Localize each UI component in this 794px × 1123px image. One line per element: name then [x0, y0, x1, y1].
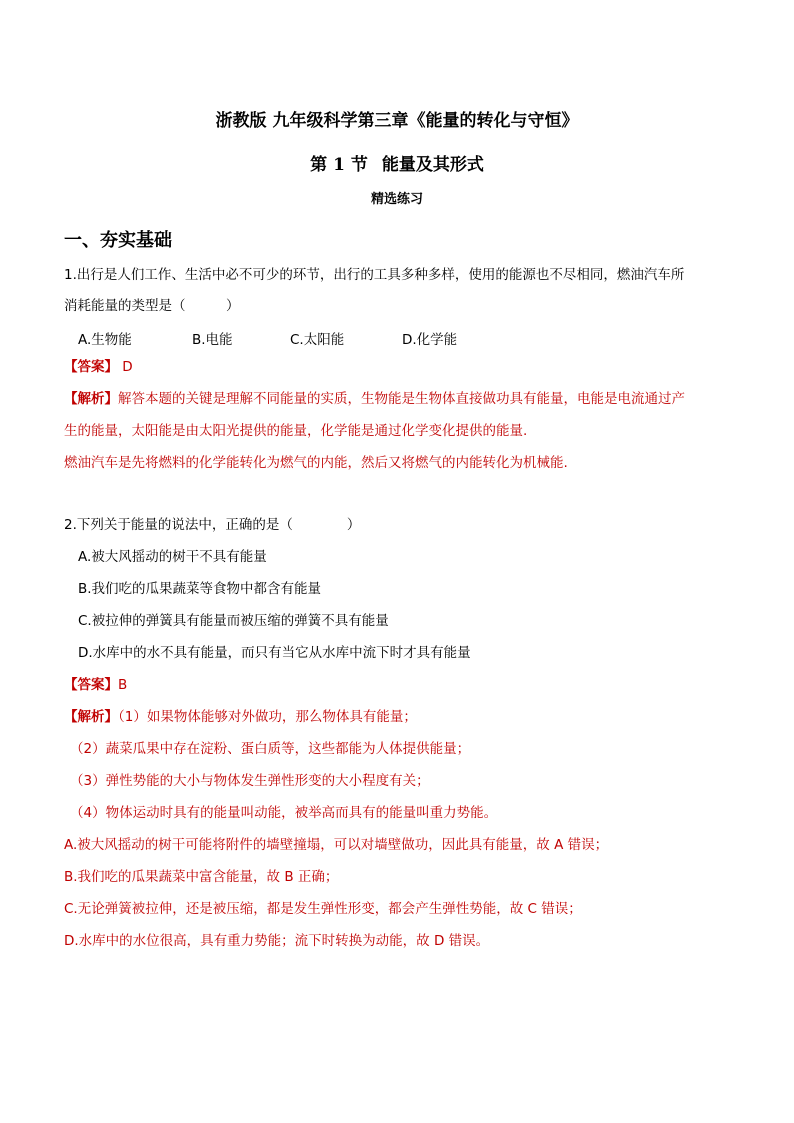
- q1-analysis-line2: 生的能量，太阳能是由太阳光提供的能量，化学能是通过化学变化提供的能量.: [64, 423, 528, 439]
- q1-answer-value: D: [118, 359, 133, 375]
- q1-option-b: B.电能: [192, 332, 233, 348]
- q2-explanation-a: A.被大风摇动的树干可能将附件的墙壁撞塌，可以对墙壁做功，因此具有能量，故 A 错误；: [64, 837, 609, 853]
- q1-analysis-line1: [64, 390, 685, 408]
- q1-option-a: A.生物能: [78, 332, 132, 348]
- q2-option-b: B.我们吃的瓜果蔬菜等食物中都含有能量: [78, 581, 322, 597]
- q2-analysis-label: 【解析】: [64, 709, 118, 725]
- document-title: 浙教版 九年级科学第三章《能量的转化与守恒》: [215, 111, 579, 131]
- q1-analysis-text1: 解答本题的关键是理解不同能量的实质，生物能是生物体直接做功具有能量，电能是电流通过产: [118, 391, 685, 407]
- q1-stem-line2: 消耗能量的类型是（ ）: [64, 298, 240, 314]
- q2-analysis-line2: （2）蔬菜瓜果中存在淀粉、蛋白质等，这些都能为人体提供能量；: [70, 741, 471, 757]
- section-name: 能量及其形式: [381, 155, 484, 175]
- q1-option-d: D.化学能: [402, 332, 458, 348]
- section-number: 第 1 节: [310, 155, 368, 175]
- q2-analysis-line4: （4）物体运动时具有的能量叫动能，被举高而具有的能量叫重力势能。: [70, 805, 498, 821]
- q1-option-c: C.太阳能: [290, 332, 345, 348]
- q2-analysis-line1: [64, 708, 417, 726]
- q2-answer: [64, 676, 127, 694]
- q1-answer: [64, 358, 133, 376]
- section-title: [0, 150, 794, 175]
- q2-answer-value: B: [118, 677, 128, 693]
- q2-option-d: D.水库中的水不具有能量，而只有当它从水库中流下时才具有能量: [78, 645, 471, 661]
- q2-option-a: A.被大风摇动的树干不具有能量: [78, 549, 267, 565]
- q1-answer-label: 【答案】: [64, 359, 118, 375]
- q2-explanation-d: D.水库中的水位很高，具有重力势能；流下时转换为动能，故 D 错误。: [64, 933, 490, 949]
- q2-explanation-b: B.我们吃的瓜果蔬菜中富含能量，故 B 正确；: [64, 869, 339, 885]
- q1-analysis-line3: 燃油汽车是先将燃料的化学能转化为燃气的内能，然后又将燃气的内能转化为机械能.: [64, 455, 568, 471]
- q1-analysis-label: 【解析】: [64, 391, 118, 407]
- q2-option-c: C.被拉伸的弹簧具有能量而被压缩的弹簧不具有能量: [78, 613, 389, 629]
- q2-analysis-text1: （1）如果物体能够对外做功，那么物体具有能量；: [118, 709, 417, 725]
- q2-stem: 2.下列关于能量的说法中，正确的是（ ）: [64, 517, 361, 533]
- q2-analysis-line3: （3）弹性势能的大小与物体发生弹性形变的大小程度有关；: [70, 773, 430, 789]
- part-heading: 一、夯实基础: [64, 230, 172, 251]
- q2-answer-label: 【答案】: [64, 677, 118, 693]
- exercise-tag: 精选练习: [370, 192, 423, 207]
- q2-explanation-c: C.无论弹簧被拉伸，还是被压缩，都是发生弹性形变，都会产生弹性势能，故 C 错误；: [64, 901, 582, 917]
- q1-stem-line1: 1.出行是人们工作、生活中必不可少的环节，出行的工具多种多样，使用的能源也不尽相同，燃油汽车所: [64, 267, 685, 283]
